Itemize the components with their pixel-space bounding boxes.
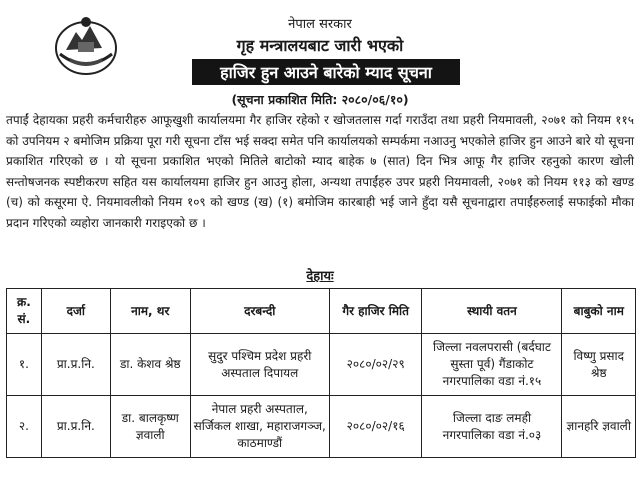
header-absent-date: गैर हाजिर मिति [329,289,422,334]
notice-title: हाजिर हुन आउने बारेको म्याद सूचना [220,63,432,82]
table-heading: देहायः [306,269,334,284]
publication-date: (सूचना प्रकाशित मिति: २०८०/०६/१०) [231,92,409,107]
cell-rank: प्रा.प्र.नि. [41,396,110,458]
cell-absent-date: २०८०/०२/२९ [329,334,422,396]
cell-post: नेपाल प्रहरी अस्पताल, सर्जिकल शाखा, महाराजगञ्ज, काठमाण्डौं [190,396,329,458]
header-father-name: बाबुको नाम [562,289,636,334]
header-name: नाम, थर [110,289,190,334]
cell-address: जिल्ला नवलपरासी (बर्दघाट सुस्ता पूर्व) गैंडाकोट नगरपालिका वडा नं.१५ [422,334,562,396]
table-row [7,334,636,396]
cell-serial: २. [7,396,42,458]
header-serial: क्र. सं. [7,289,42,334]
cell-father-name: विष्णु प्रसाद श्रेष्ठ [562,334,636,396]
header-post: दरबन्दी [190,289,329,334]
header-rank: दर्जा [41,289,110,334]
cell-father-name: ज्ञानहरि ज्ञवाली [562,396,636,458]
ministry-line: गृह मन्त्रालयबाट जारी भएको [236,36,404,55]
table-header-row [7,289,636,334]
cell-name: डा. केशव श्रेष्ठ [110,334,190,396]
header-address: स्थायी वतन [422,289,562,334]
government-name: नेपाल सरकार [288,17,352,32]
table-row [7,396,636,458]
notice-body: तपाईं देहायका प्रहरी कर्मचारीहरु आफूखुशी कार्यालयमा गैर हाजिर रहेको र खोजतलास गर्दा गराउँदा तथा प्रहरी नियमावली, २०७१ को नियम ११५ को उपनियम २ बमोजिम प्रक्रिया पूरा गरी सूचना टाँस भई सक्दा समेत पनि कार्यालयको सम्पर्कमा नआउनु भएकोले हाजिर हुन आउने बारे यो सूचना प्रकाशित गरिएको छ । यो सूचना प्रकाशित भएको मितिले बाटोको म्याद बाहेक ७ (सात) दिन भित्र आफू गैर हाजिर रहनुको कारण खोली सन्तोषजनक स्पष्टीकरण सहित यस कार्यालयमा हाजिर हुन आउनु होला, अन्यथा तपाईंहरु उपर प्रहरी नियमावली, २०७१ को नियम ११३ को खण्ड (च) को कसूरमा ऐ. नियमावलीको नियम १०९ को खण्ड (ख) (१) बमोजिम कारबाही भई जाने हुँदा यसै सूचनाद्वारा तपाईंहरुलाई सफाईको मौका प्रदान गरिएको व्यहोरा जानकारी गराइएको छ । [6,113,634,230]
cell-rank: प्रा.प्र.नि. [41,334,110,396]
cell-absent-date: २०८०/०२/१६ [329,396,422,458]
notice-title-banner [192,59,460,85]
cell-name: डा. बालकृष्ण ज्ञवाली [110,396,190,458]
cell-serial: १. [7,334,42,396]
personnel-table [6,288,636,458]
cell-address: जिल्ला दाङ लमही नगरपालिका वडा नं.०३ [422,396,562,458]
cell-post: सुदुर पश्चिम प्रदेश प्रहरी अस्पताल दिपायल [190,334,329,396]
